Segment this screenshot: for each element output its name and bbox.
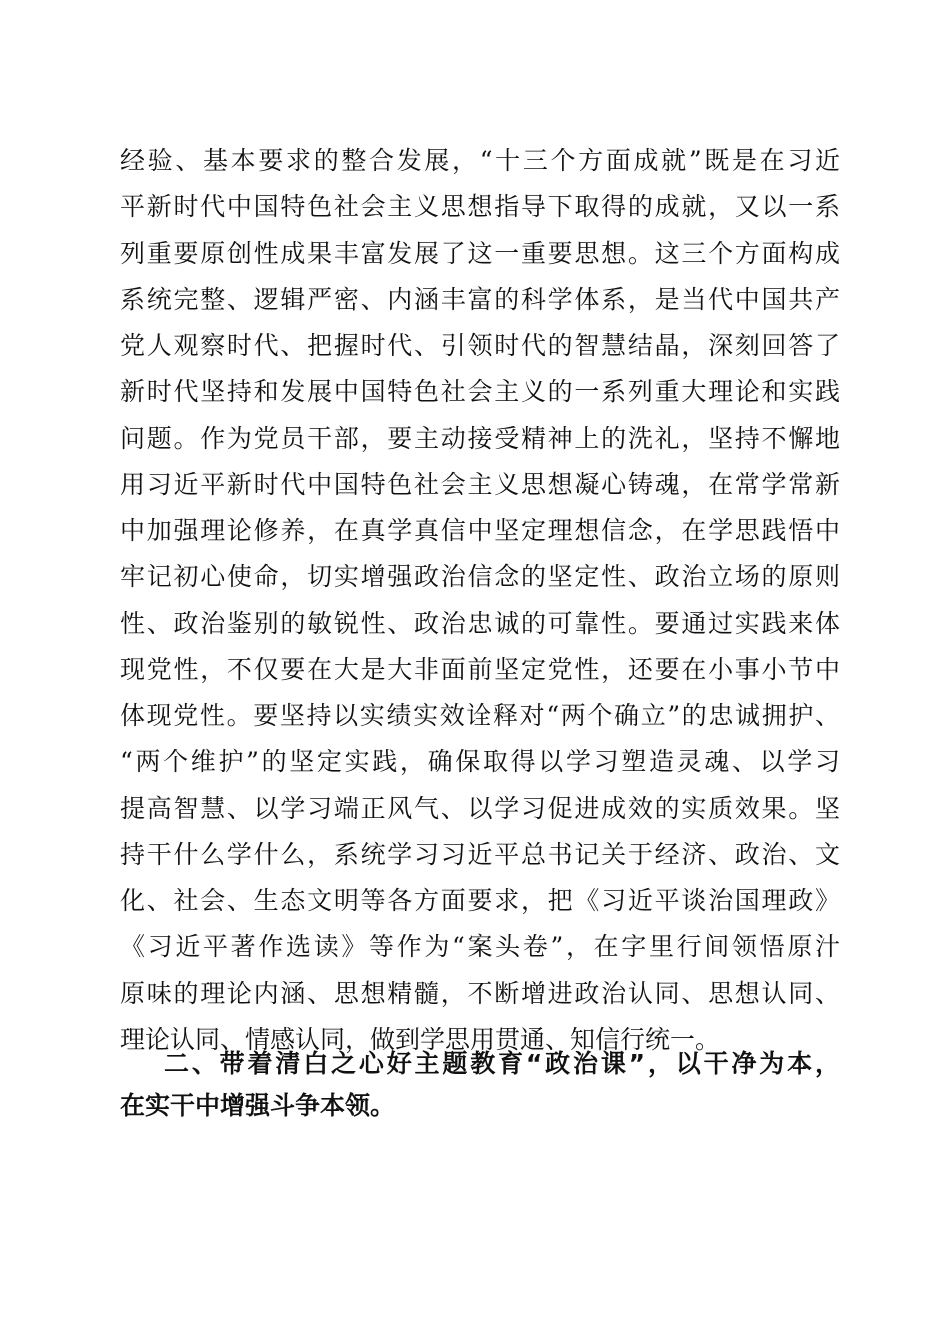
paragraph-line: 中加强理论修养，在真学真信中坚定理想信念，在学思践悟中 xyxy=(120,516,840,545)
paragraph-line: 列重要原创性成果丰富发展了这一重要思想。这三个方面构成 xyxy=(120,238,840,268)
paragraph-line: 牢记初心使命，切实增强政治信念的坚定性、政治立场的原则 xyxy=(120,562,840,592)
paragraph-line: 提高智慧、以学习端正风气、以学习促进成效的实质效果。坚 xyxy=(120,793,840,823)
section-heading xyxy=(120,1043,840,1127)
paragraph-line: 《习近平著作选读》等作为“案头卷”，在字里行间领悟原汁 xyxy=(120,932,840,962)
paragraph-line: 理论认同、情感认同，做到学思用贯通、知信行统一。 xyxy=(120,1024,721,1054)
paragraph-line: 持干什么学什么，系统学习习近平总书记关于经济、政治、文 xyxy=(120,839,840,869)
paragraph-line: 平新时代中国特色社会主义思想指导下取得的成就，又以一系 xyxy=(120,192,840,222)
paragraph-line: 化、社会、生态文明等各方面要求，把《习近平谈治国理政》 xyxy=(120,886,840,915)
paragraph-line: “两个维护”的坚定实践，确保取得以学习塑造灵魂、以学习 xyxy=(120,747,840,777)
body-paragraph xyxy=(120,138,840,1063)
paragraph-line: 经验、基本要求的整合发展，“十三个方面成就”既是在习近 xyxy=(120,146,840,175)
paragraph-line: 现党性，不仅要在大是大非面前坚定党性，还要在小事小节中 xyxy=(120,654,840,684)
paragraph-line: 体现党性。要坚持以实绩实效诠释对“两个确立”的忠诚拥护、 xyxy=(120,701,840,730)
paragraph-line: 性、政治鉴别的敏锐性、政治忠诚的可靠性。要通过实践来体 xyxy=(120,608,840,638)
paragraph-line: 系统完整、逻辑严密、内涵丰富的科学体系，是当代中国共产 xyxy=(120,284,840,314)
paragraph-line: 问题。作为党员干部，要主动接受精神上的洗礼，坚持不懈地 xyxy=(120,423,840,453)
paragraph-line: 新时代坚持和发展中国特色社会主义的一系列重大理论和实践 xyxy=(120,377,840,407)
paragraph-line: 用习近平新时代中国特色社会主义思想凝心铸魂，在常学常新 xyxy=(120,469,840,499)
heading-line: 二、带着清白之心好主题教育“政治课”，以干净为本， xyxy=(164,1049,840,1078)
heading-line: 在实干中增强斗争本领。 xyxy=(120,1091,396,1120)
paragraph-line: 原味的理论内涵、思想精髓，不断增进政治认同、思想认同、 xyxy=(120,978,840,1008)
paragraph-line: 党人观察时代、把握时代、引领时代的智慧结晶，深刻回答了 xyxy=(120,331,840,360)
